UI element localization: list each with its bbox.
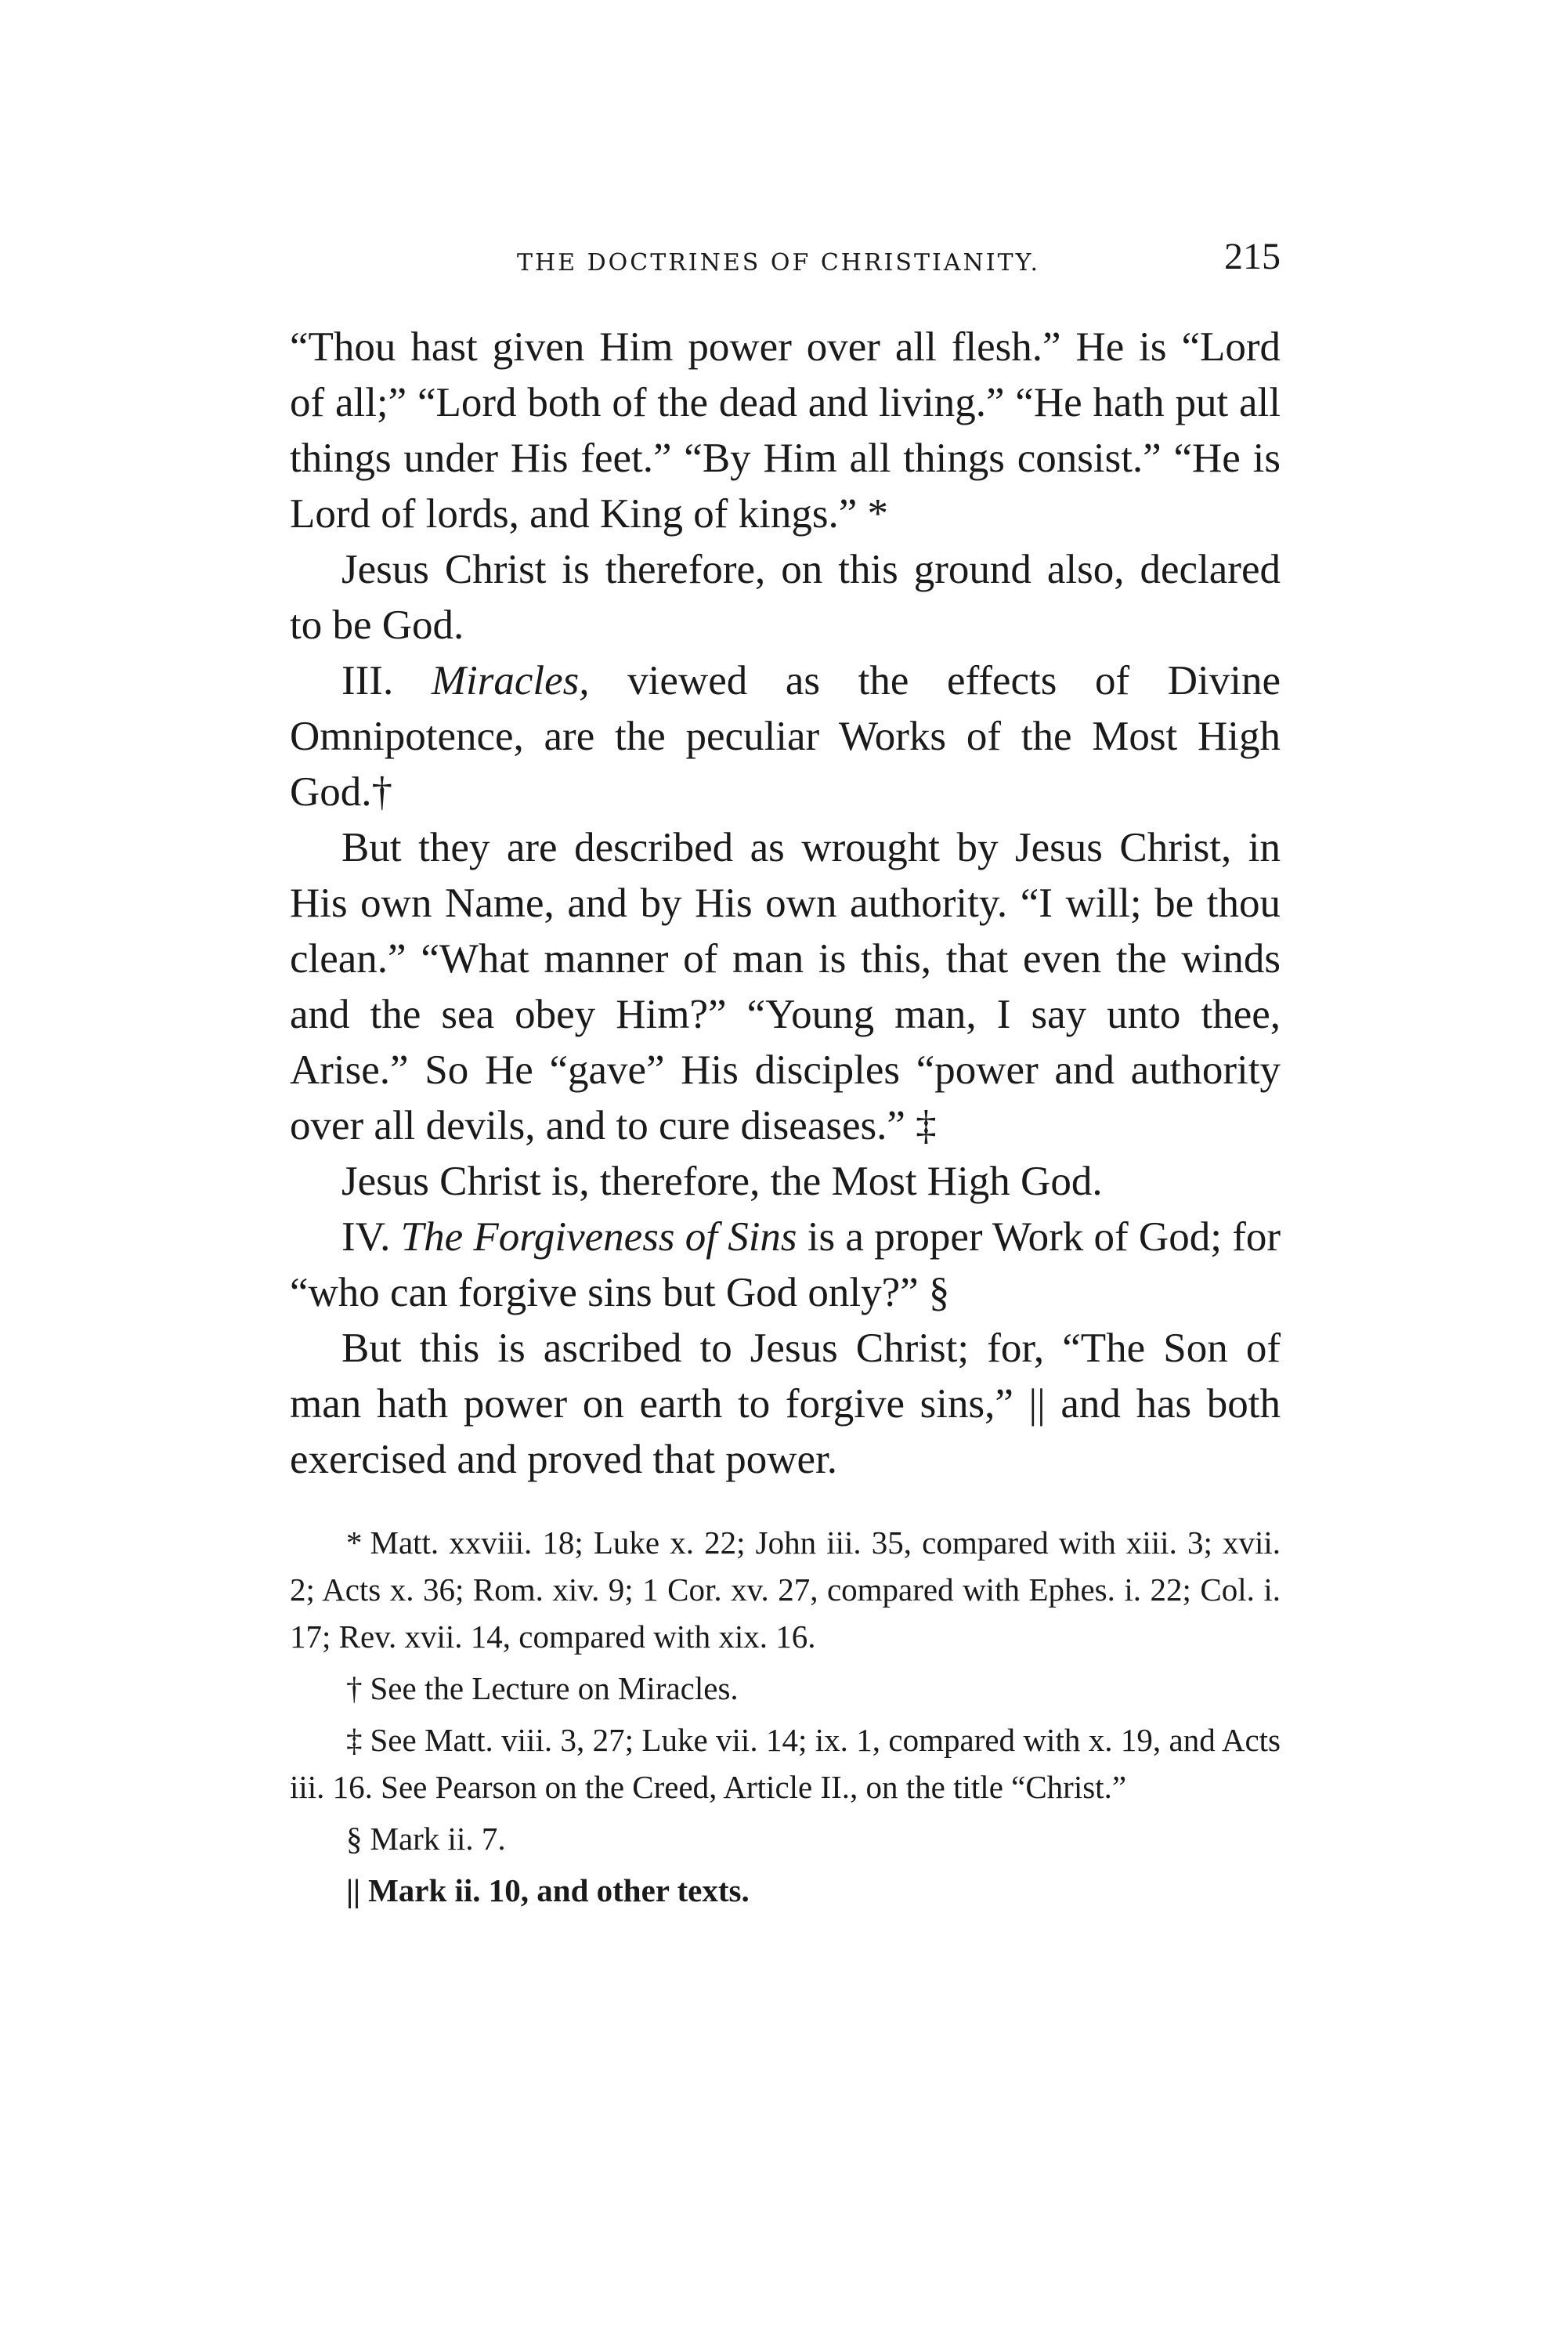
section-text: is a proper Work of God; for “who can forgive sins but God only?” § (290, 1214, 1281, 1315)
footnote-text: Mark ii. 7. (370, 1821, 506, 1857)
paragraph-ascribed-to-christ: But this is ascribed to Jesus Christ; for, “The Son of man hath power on earth to forgive sins,” || and has both exercised and proved that power. (290, 1326, 1281, 1482)
section-text: viewed as the effects of Divine Omnipotence, are the peculiar Works of the Most High God.† (290, 658, 1281, 815)
footnote-mark: || (346, 1872, 361, 1908)
paragraph-miracles (290, 653, 1281, 820)
footnote-text: See the Lecture on Miracles. (370, 1670, 739, 1706)
paragraph-scripture-quotes: “Thou hast given Him power over all flesh.” He is “Lord of all;” “Lord both of the dead and living.” “He hath put all things under His feet.” “By Him all things consist.” “He is Lord of lords, and King of kings.” * (290, 324, 1281, 537)
paragraph-conclusion-ground: Jesus Christ is therefore, on this ground also, declared to be God. (290, 547, 1281, 648)
footnote-mark: § (346, 1821, 363, 1857)
body-text (290, 320, 1281, 1488)
footnote-mark: * (346, 1525, 363, 1561)
book-page (290, 235, 1281, 1919)
footnote (290, 1815, 1281, 1862)
footnote-mark: ‡ (346, 1722, 363, 1758)
page-number: 215 (1224, 236, 1281, 277)
footnote (290, 1519, 1281, 1660)
section-italic-term: Miracles, (431, 658, 590, 703)
footnote (290, 1716, 1281, 1810)
footnotes (290, 1519, 1281, 1914)
paragraph-forgiveness (290, 1210, 1281, 1321)
footnote (290, 1867, 1281, 1914)
footnote-text: Matt. xxviii. 18; Luke x. 22; John iii. 35, compared with xiii. 3; xvii. 2; Acts x. 36; Rom. xiv. 9; 1 Cor. xv. 27, compared with Ephes. i. 22; Col. i. 17; Rev. xvii. 14, compared with xix. 16. (290, 1525, 1281, 1655)
paragraph-most-high-god: Jesus Christ is, therefore, the Most High God. (341, 1159, 1103, 1204)
footnote-text: Mark ii. 10, and other texts. (368, 1872, 750, 1908)
footnote (290, 1665, 1281, 1712)
footnote-text: See Matt. viii. 3, 27; Luke vii. 14; ix. 1, compared with x. 19, and Acts iii. 16. See Pearson on the Creed, Article II., on the title “Christ.” (290, 1722, 1281, 1805)
running-title: THE DOCTRINES OF CHRISTIANITY. (517, 249, 1041, 277)
section-numeral: IV. (341, 1214, 391, 1260)
section-italic-term: The Forgiveness of Sins (400, 1214, 797, 1260)
section-numeral: III. (341, 658, 394, 703)
paragraph-wrought-by-christ: But they are described as wrought by Jesus Christ, in His own Name, and by His own authority. “I will; be thou clean.” “What manner of man is this, that even the winds and the sea obey Him?” “Young man, I say unto thee, Arise.” So He “gave” His disciples “power and authority over all devils, and to cure diseases.” ‡ (290, 825, 1281, 1148)
footnote-mark: † (346, 1670, 363, 1706)
running-head (290, 235, 1281, 290)
